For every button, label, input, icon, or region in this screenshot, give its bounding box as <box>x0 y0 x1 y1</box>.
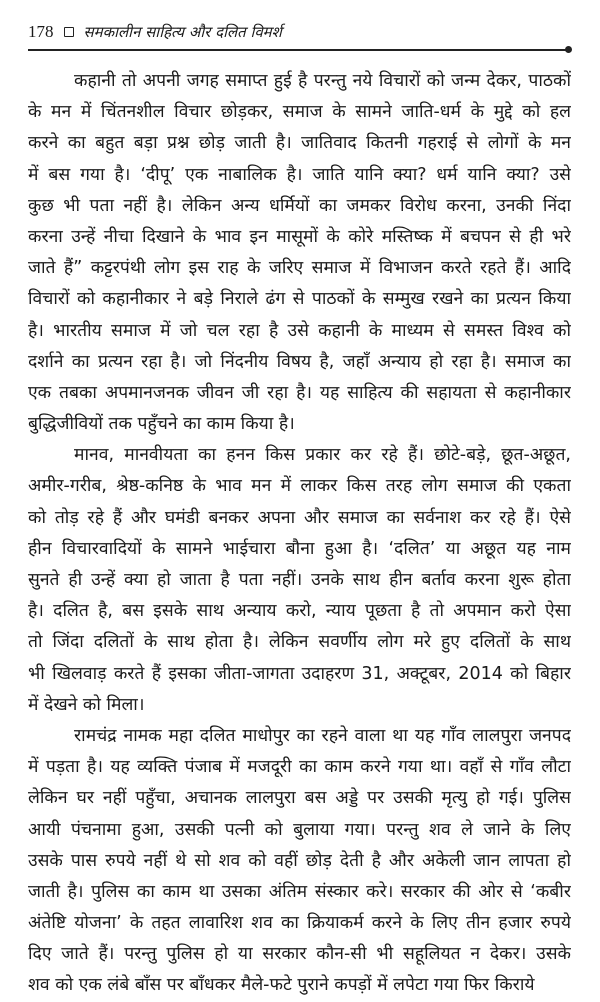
text-line: भी खिलवाड़ करते हैं इसका जीता-जागता उदाहरण 31, अक्टूबर, 2014 को बिहार <box>28 663 571 684</box>
text-line: लेकिन घर नहीं पहुँचा, अचानक लालपुरा बस अड्डे पर उसकी मृत्यु हो गई। पुलिस <box>28 788 571 809</box>
running-title: समकालीन साहित्य और दलित विमर्श <box>83 23 282 41</box>
paragraph <box>28 66 571 440</box>
text-line: आयी पंचनामा हुआ, उसकी पत्नी को बुलाया गया। परन्तु शव ले जाने के लिए <box>28 819 571 840</box>
header-rule-dot-icon <box>565 46 572 53</box>
paragraph <box>28 440 571 721</box>
text-line: करने का बहुत बड़ा प्रश्न छोड़ जाती है। जातिवाद कितनी गहराई से लोगों के मन <box>28 133 571 154</box>
text-line: जाती है। पुलिस का काम था उसका अंतिम संस्कार करे। सरकार की ओर से ‘कबीर <box>28 881 571 902</box>
text-line: मानव, मानवीयता का हनन किस प्रकार कर रहे हैं। छोटे-बड़े, छूत-अछूत, <box>74 445 571 466</box>
text-line: में पड़ता है। यह व्यक्ति पंजाब में मजदूरी का काम करने गया था। वहाँ से गाँव लौटा <box>28 757 571 778</box>
text-line: सुनते ही उन्हें क्या हो जाता है पता नहीं। उनके साथ हीन बर्ताव करना शुरू होता <box>28 570 571 590</box>
text-line: कुछ भी पता नहीं है। लेकिन अन्य धर्मियों का जमकर विरोध करना, उनकी निंदा <box>28 195 571 216</box>
text-line: एक तबका अपमानजनक जीवन जी रहा है। यह साहित्य की सहायता से कहानीकार <box>28 382 571 403</box>
text-line: करना उन्हें नीचा दिखाने के भाव इन मासूमों के कोरे मस्तिष्क में बचपन से ही भरे <box>28 226 571 247</box>
square-bullet-icon <box>64 27 74 37</box>
text-line: है। दलित है, बस इसके साथ अन्याय करो, न्याय पूछता है तो अपमान करो ऐसा <box>28 601 571 622</box>
text-line: कहानी तो अपनी जगह समाप्त हुई है परन्तु नये विचारों को जन्म देकर, पाठकों <box>74 71 571 91</box>
text-line: में बस गया है। ‘दीपू’ एक नाबालिक है। जाति यानि क्या? धर्म यानि क्या? उसे <box>28 164 571 185</box>
text-line: जाते हैं” कट्टरपंथी लोग इस राह के जरिए समाज में विभाजन करते रहते हैं। आदि <box>28 258 571 279</box>
text-line: को तोड़ रहे हैं और घमंडी बनकर अपना और समाज का सर्वनाश कर रहे हैं। ऐसे <box>28 507 571 528</box>
text-line: बुद्धिजीवियों तक पहुँचने का काम किया है। <box>28 414 295 435</box>
text-line: दिए जाते हैं। परन्तु पुलिस हो या सरकार कौन-सी भी सहूलियत न देकर। उसके <box>28 944 571 965</box>
body-text <box>28 66 571 1002</box>
text-line: रामचंद्र नामक महा दलित माधोपुर का रहने वाला था यह गाँव लालपुरा जनपद <box>74 725 571 746</box>
text-line: तो जिंदा दलितों के साथ होता है। लेकिन सवर्णीय लोग मरे हुए दलितों के साथ <box>28 632 571 653</box>
text-line: दर्शाने का प्रत्यन रहा है। जो निंदनीय विषय है, जहाँ अन्याय हो रहा है। समाज का <box>28 351 571 372</box>
text-line: शव को एक लंबे बाँस पर बाँधकर मैले-फटे पुराने कपड़ों में लपेटा गया फिर किराये <box>28 975 535 996</box>
header-rule <box>28 49 568 51</box>
text-line: उसके पास रुपये नहीं थे सो शव को वहीं छोड़ देती है और अकेली जान लापता हो <box>28 850 571 871</box>
text-line: अंतेष्टि योजना’ के तहत लावारिश शव का क्रियाकर्म करने के लिए तीन हजार रुपये <box>28 913 571 934</box>
text-line: है। भारतीय समाज में जो चल रहा है उसे कहानी के माध्यम से समस्त विश्व को <box>28 320 571 341</box>
running-header <box>28 20 573 44</box>
text-line: हीन विचारवादियों के सामने भाईचारा बौना हुआ है। ‘दलित’ या अछूत यह नाम <box>28 538 571 559</box>
text-line: के मन में चिंतनशील विचार छोड़कर, समाज के सामने जाति-धर्म के मुद्दे को हल <box>28 102 571 123</box>
text-line: विचारों को कहानीकार ने बड़े निराले ढंग से पाठकों के सम्मुख रखने का प्रत्यन किया <box>28 289 571 310</box>
page-number: 178 <box>28 22 54 41</box>
paragraph <box>28 721 571 1002</box>
text-line: अमीर-गरीब, श्रेष्ठ-कनिष्ठ के भाव मन में लाकर किस तरह लोग समाज की एकता <box>28 476 571 497</box>
text-line: में देखने को मिला। <box>28 694 145 715</box>
